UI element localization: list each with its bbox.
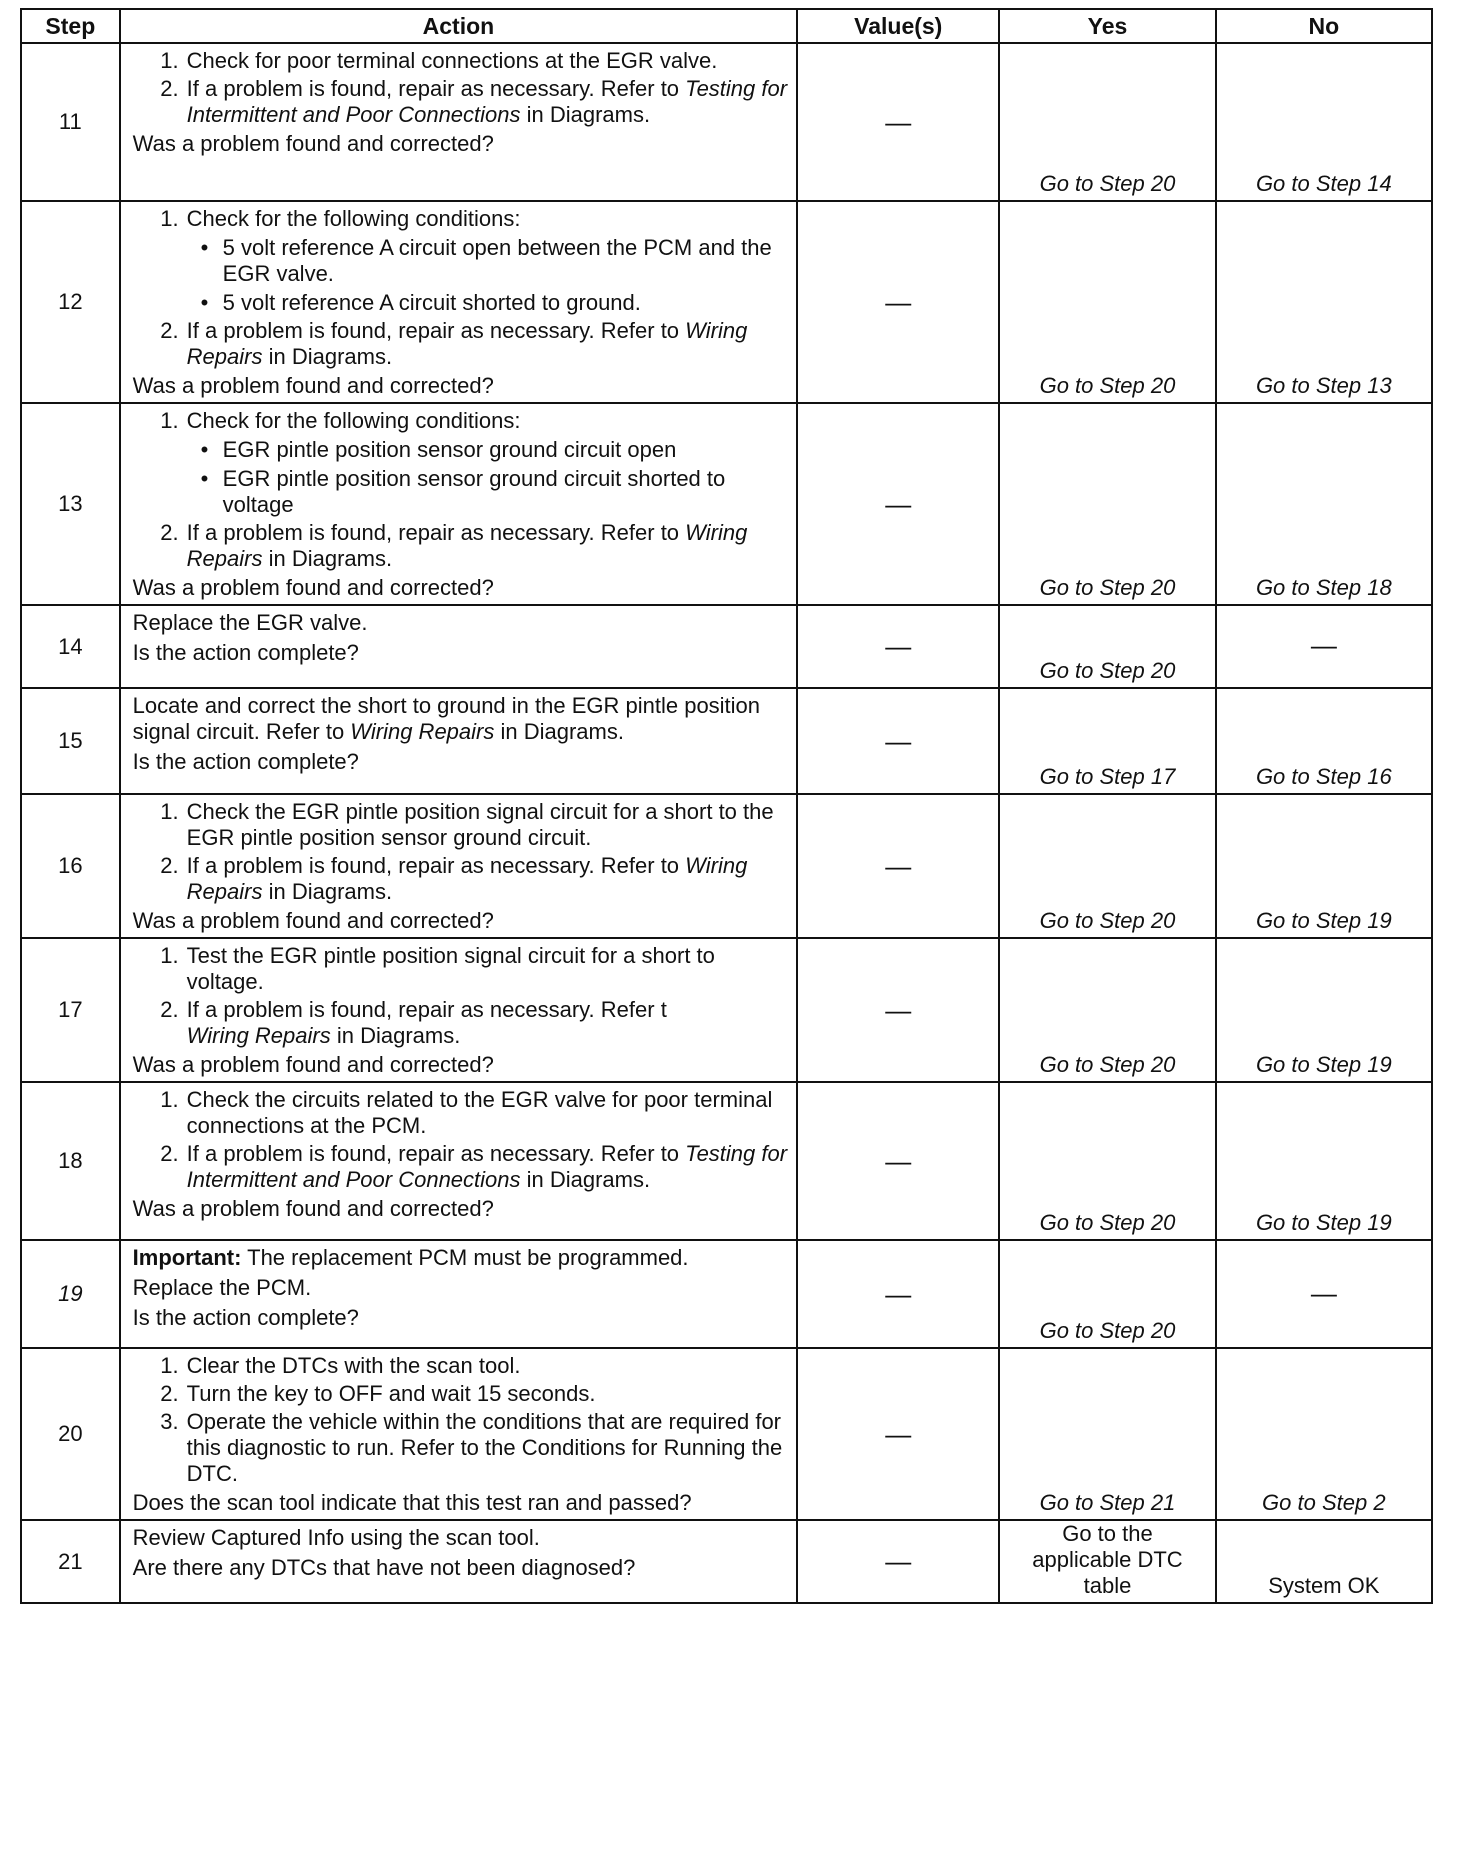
- item-text: [187, 76, 789, 128]
- header-yes: Yes: [999, 9, 1215, 43]
- step-number: 13: [21, 403, 120, 605]
- no-cell: Go to Step 19: [1216, 938, 1432, 1082]
- list-item: [133, 318, 789, 370]
- reference-link-text: Wiring Repairs: [186, 1023, 331, 1048]
- header-action: Action: [120, 9, 798, 43]
- action-cell: [120, 201, 798, 403]
- no-cell: Go to Step 18: [1216, 403, 1432, 605]
- action-text: Replace the PCM.: [132, 1275, 312, 1300]
- table-row: [21, 938, 1432, 1082]
- step-number: 11: [21, 43, 120, 201]
- list-item: [133, 943, 789, 995]
- item-number: 1.: [160, 408, 179, 433]
- action-cell: [120, 1348, 798, 1520]
- action-text: Replace the EGR valve.: [132, 610, 368, 635]
- text-span: If a problem is found, repair as necessary. Refer to: [186, 520, 686, 545]
- text-span: in Diagrams.: [262, 879, 393, 904]
- list-item: [133, 853, 789, 905]
- no-cell: System OK: [1216, 1520, 1432, 1603]
- bullet-icon: •: [200, 437, 209, 462]
- reference-link-text: Testing for Intermittent and Poor Connections: [186, 1141, 788, 1192]
- important-text: The replacement PCM must be programmed.: [241, 1245, 689, 1270]
- action-cell: [120, 938, 798, 1082]
- table-row: [21, 403, 1432, 605]
- yes-cell: Go to Step 20: [999, 794, 1215, 938]
- list-item: [133, 408, 789, 518]
- header-row: [21, 9, 1432, 43]
- value-cell: —: [797, 605, 999, 688]
- reference-link-text: Wiring Repairs: [186, 520, 748, 571]
- item-text: Turn the key to OFF and wait 15 seconds.: [186, 1381, 596, 1406]
- no-cell: Go to Step 19: [1216, 794, 1432, 938]
- item-number: 1.: [160, 48, 179, 73]
- yes-cell: Go to Step 20: [999, 1240, 1215, 1348]
- item-number: 1.: [160, 206, 179, 231]
- text-span: in Diagrams.: [330, 1023, 461, 1048]
- important-note: [133, 1245, 789, 1271]
- reference-link-text: Wiring Repairs: [186, 853, 748, 904]
- step-number: 17: [21, 938, 120, 1082]
- step-number: 16: [21, 794, 120, 938]
- step-number: 21: [21, 1520, 120, 1603]
- no-cell: Go to Step 2: [1216, 1348, 1432, 1520]
- item-text: [187, 206, 789, 316]
- list-item: [133, 76, 789, 128]
- yes-cell: Go to Step 20: [999, 605, 1215, 688]
- table-row: [21, 1348, 1432, 1520]
- step-number: 14: [21, 605, 120, 688]
- question-text: Was a problem found and corrected?: [132, 131, 494, 156]
- list-item: [133, 206, 789, 316]
- yes-cell: Go to Step 20: [999, 201, 1215, 403]
- value-cell: —: [797, 1348, 999, 1520]
- item-number: 2.: [160, 520, 179, 545]
- bullet-item: [187, 466, 789, 518]
- bullet-item: [187, 235, 789, 287]
- text-span: in Diagrams.: [262, 344, 393, 369]
- list-item: [133, 997, 789, 1049]
- text-span: Locate and correct the short to ground in the EGR pintle position signal circuit. Refer to: [132, 693, 761, 744]
- table-row: [21, 43, 1432, 201]
- header-no: No: [1216, 9, 1432, 43]
- reference-link-text: Testing for Intermittent and Poor Connections: [186, 76, 788, 127]
- question-text: Is the action complete?: [132, 640, 359, 665]
- item-number: 1.: [160, 1087, 179, 1112]
- list-item: [133, 48, 789, 74]
- question-text: Is the action complete?: [132, 749, 359, 774]
- text-span: in Diagrams.: [262, 546, 393, 571]
- list-item: [133, 1409, 789, 1487]
- item-number: 2.: [160, 318, 179, 343]
- item-number: 1.: [160, 799, 179, 824]
- text-span: in Diagrams.: [520, 102, 651, 127]
- text-span: If a problem is found, repair as necessary. Refer to: [186, 853, 686, 878]
- reference-link-text: Wiring Repairs: [350, 719, 495, 744]
- bullet-text: 5 volt reference A circuit open between the PCM and the EGR valve.: [222, 235, 772, 286]
- list-item: [133, 799, 789, 851]
- value-cell: —: [797, 1520, 999, 1603]
- header-values: Value(s): [797, 9, 999, 43]
- step-number: 19: [21, 1240, 120, 1348]
- yes-cell: Go to Step 20: [999, 1082, 1215, 1240]
- text-span: If a problem is found, repair as necessary. Refer to: [186, 1141, 686, 1166]
- list-item: [133, 520, 789, 572]
- no-cell: Go to Step 13: [1216, 201, 1432, 403]
- item-text: [187, 1141, 789, 1193]
- no-cell: Go to Step 16: [1216, 688, 1432, 794]
- value-cell: —: [797, 1082, 999, 1240]
- no-cell: —: [1216, 1240, 1432, 1348]
- bullet-text: 5 volt reference A circuit shorted to ground.: [222, 290, 641, 315]
- text-span: If a problem is found, repair as necessary. Refer to: [186, 318, 686, 343]
- step-number: 20: [21, 1348, 120, 1520]
- yes-cell: Go to Step 20: [999, 43, 1215, 201]
- table-row: [21, 794, 1432, 938]
- question-text: Was a problem found and corrected?: [132, 1052, 494, 1077]
- action-cell: [120, 605, 798, 688]
- item-text: [187, 318, 789, 370]
- bullet-icon: •: [200, 235, 209, 260]
- list-item: [133, 1353, 789, 1379]
- diagnostic-table: [20, 8, 1433, 1604]
- text-span: If a problem is found, repair as necessary. Refer t: [186, 997, 667, 1022]
- item-number: 2.: [160, 1141, 179, 1166]
- no-cell: Go to Step 14: [1216, 43, 1432, 201]
- question-text: Was a problem found and corrected?: [132, 575, 494, 600]
- value-cell: —: [797, 688, 999, 794]
- action-cell: [120, 794, 798, 938]
- text-span: in Diagrams.: [494, 719, 624, 744]
- action-cell: [120, 403, 798, 605]
- item-text: Test the EGR pintle position signal circuit for a short to voltage.: [186, 943, 715, 994]
- item-number: 2.: [160, 76, 179, 101]
- value-cell: —: [797, 403, 999, 605]
- step-number: 18: [21, 1082, 120, 1240]
- item-number: 1.: [160, 943, 179, 968]
- item-text: Check the EGR pintle position signal circuit for a short to the EGR pintle position sensor ground circuit.: [186, 799, 774, 850]
- item-number: 2.: [160, 1381, 179, 1406]
- no-cell: —: [1216, 605, 1432, 688]
- value-cell: —: [797, 1240, 999, 1348]
- item-text: [187, 520, 789, 572]
- value-cell: —: [797, 938, 999, 1082]
- list-item: [133, 1087, 789, 1139]
- yes-cell: Go to Step 21: [999, 1348, 1215, 1520]
- value-cell: —: [797, 794, 999, 938]
- yes-cell: Go to Step 20: [999, 938, 1215, 1082]
- action-cell: [120, 1520, 798, 1603]
- text-span: in Diagrams.: [520, 1167, 651, 1192]
- bullet-text: EGR pintle position sensor ground circuit open: [222, 437, 677, 462]
- item-text: [187, 408, 789, 518]
- yes-cell: Go to Step 17: [999, 688, 1215, 794]
- step-number: 12: [21, 201, 120, 403]
- item-text: [187, 997, 789, 1049]
- text-span: If a problem is found, repair as necessary. Refer to: [186, 76, 686, 101]
- table-row: [21, 1240, 1432, 1348]
- table-row: [21, 688, 1432, 794]
- list-item: [133, 1141, 789, 1193]
- action-cell: [120, 1082, 798, 1240]
- question-text: Was a problem found and corrected?: [132, 373, 494, 398]
- item-number: 3.: [160, 1409, 179, 1434]
- value-cell: —: [797, 201, 999, 403]
- yes-cell: Go to the applicable DTC table: [999, 1520, 1215, 1603]
- question-text: Was a problem found and corrected?: [132, 908, 494, 933]
- value-cell: —: [797, 43, 999, 201]
- list-item: [133, 1381, 789, 1407]
- action-text: Review Captured Info using the scan tool.: [132, 1525, 540, 1550]
- item-text: Operate the vehicle within the conditions that are required for this diagnostic to run. Refer to the Conditions for Running the DTC.: [186, 1409, 783, 1486]
- action-text: [133, 693, 789, 745]
- yes-cell: Go to Step 20: [999, 403, 1215, 605]
- bullet-item: [187, 290, 789, 316]
- item-number: 2.: [160, 997, 179, 1022]
- item-text: [187, 853, 789, 905]
- reference-link-text: Wiring Repairs: [186, 318, 748, 369]
- bullet-item: [187, 437, 789, 463]
- bullet-icon: •: [200, 290, 209, 315]
- question-text: Does the scan tool indicate that this test ran and passed?: [132, 1490, 692, 1515]
- item-text: Clear the DTCs with the scan tool.: [186, 1353, 521, 1378]
- bullet-text: EGR pintle position sensor ground circuit shorted to voltage: [222, 466, 726, 517]
- item-number: 1.: [160, 1353, 179, 1378]
- bullet-icon: •: [200, 466, 209, 491]
- question-text: Was a problem found and corrected?: [132, 1196, 494, 1221]
- table-row: [21, 201, 1432, 403]
- important-label: Important:: [132, 1245, 242, 1270]
- table-row: [21, 1520, 1432, 1603]
- action-cell: [120, 688, 798, 794]
- step-number: 15: [21, 688, 120, 794]
- action-cell: [120, 1240, 798, 1348]
- action-cell: [120, 43, 798, 201]
- item-text: Check the circuits related to the EGR valve for poor terminal connections at the PCM.: [186, 1087, 773, 1138]
- item-number: 2.: [160, 853, 179, 878]
- question-text: Is the action complete?: [132, 1305, 359, 1330]
- text-span: Check for the following conditions:: [186, 408, 521, 433]
- table-row: [21, 605, 1432, 688]
- header-step: Step: [21, 9, 120, 43]
- text-span: Check for the following conditions:: [186, 206, 521, 231]
- no-cell: Go to Step 19: [1216, 1082, 1432, 1240]
- item-text: Check for poor terminal connections at the EGR valve.: [186, 48, 718, 73]
- question-text: Are there any DTCs that have not been diagnosed?: [132, 1555, 636, 1580]
- table-row: [21, 1082, 1432, 1240]
